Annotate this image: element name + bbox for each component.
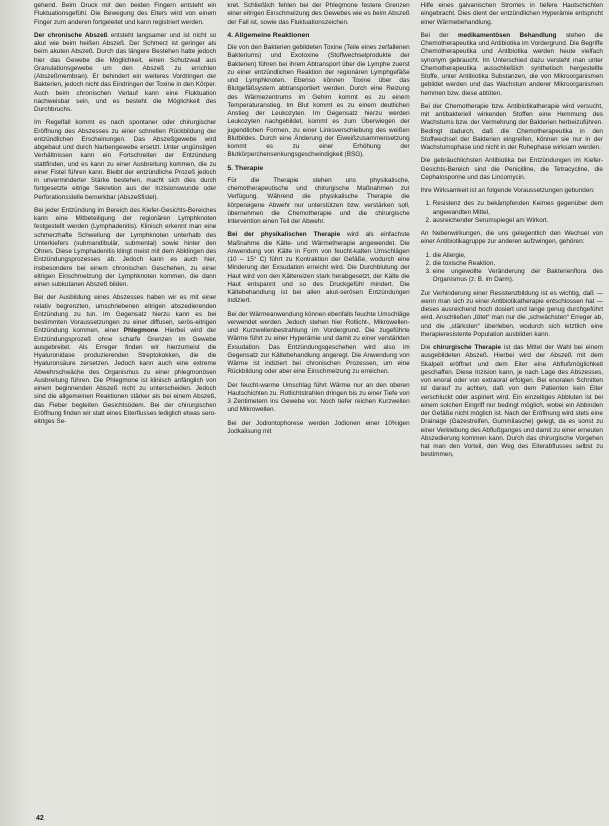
column-middle [227,2,409,808]
paragraph [34,32,216,115]
paragraph: Bei der Chemotherapie bzw. Antibiotikatherapie wird versucht, mit antibakteriell wirkenden Stoffen eine Hemmung des Wachstums bzw. der Vermehrung der Bakterien herbeizuführen. Bedingt dadurch, daß die Chemotherapeutika in den Stoffwechsel der Bakterien eingreifen, können sie nur in der Wachstumsphase und nicht in der Ruhephase wirksam werden. [420,102,603,151]
text-columns [34,2,603,808]
paragraph-text: Bei der Ausbildung eines Abszesses haben wir es mit einer relativ begrenzten, umschriebenen eitrigen abszedierenden Entzündung zu tun. Im Gegensatz hierzu kann es bei bestimmten Voraussetzungen zu einer diffusen, serös-eitrigen Entzündung kommen, einer [34,294,217,335]
paragraph: Bei der Jodiontophorese werden Jodionen einer 10%igen Jodkalisung mit [227,419,410,435]
paragraph: An Nebenwirkungen, die uns gelegentlich den Wechsel von einer Antibiotikagruppe zur anderen aufzwingen, gehören: [420,230,603,246]
column-left [34,2,216,808]
paragraph: Die von den Bakterien gebildeten Toxine (Teile eines zerfallenen Bakteriums) und Exotoxine (Stoffwechselprodukte der Bakterien) führen bei ihrem Abtransport über die Lymphe zuerst zu einer entzündlichen Reaktion der regionären Lymphgefäße und Lymphknoten. Ebenso können Toxine über das Blutgefäßsystem abtransportiert werden. Durch eine Reizung des Wärmezentrums im Gehirn kommt es zu einem Temperaturanstieg. Im Blut kommt es zu einem deutlichen Anstieg der Leukozyten. Im Gegensatz hierzu werden Leukozyten nachgebildet, kommt es zum Überwiegen der jugendlichen Formen, zu einer Linksverschiebung des weißen Blutbildes. Durch eine Änderung der Eiweißzusammensetzung kommt es zu einer Erhöhung der Blutkörperchensenkungsgeschwindigkeit (BSG). [227,44,410,159]
bold-term: Phlegmone [123,327,159,335]
paragraph [34,294,216,426]
bold-term: Bei der physikalischen Therapie [227,231,341,239]
list-item: 1. Resistenz des zu bekämpfenden Keimes gegenüber dem angewandten Mittel, [433,200,603,217]
paragraph: Bei der Wärmeanwendung können ebenfalls feuchte Umschläge verwendet werden. Jedoch stehen hier Rotlicht-, Mikrowellen- und Kurzwellenbestrahlung im Vordergrund. Die zugeführte Wärme führt zu einer Hyperämie und damit zu einer verstärkten Exsudation. Das Entzündungsgeschehen wird also im Gegensatz zur Kältebehandlung angeregt. Die Anwendung von Wärme ist indiziert bei chronischen Prozessen, um eine Rückbildung oder aber eine Einschmelzung zu erreichen. [227,310,410,376]
numbered-list [421,200,603,225]
paragraph-text: . Hierbei wird der Entzündungsprozeß ohne scharfe Grenzen im Gewebe ausgebreitet. Als Erreger finden wir hierzumeist die Hyaluronidase produzierenden Streptokokken, die die Hyaluronsäure zersetzen. Jedoch kann auch eine extreme Abwehrschwäche des Organismus zu einer phlegmonösen Ausbreitung führen. Die Phlegmone ist klinisch anfänglich von einem beginnenden Abszeß nicht zu unterscheiden. Jedoch sind die allgemeinen Reaktionen stärker als bei einem Abszeß, das Fieber begleiten Gesichtsödem. Bei der chirurgischen Eröffnung finden wir statt eines Eiterflusses lediglich etwas sero-eitriges Se- [34,327,217,425]
paragraph [227,231,409,305]
section-heading: 4. Allgemeine Reaktionen [227,31,310,39]
paragraph [421,32,603,98]
list-item: 1. die Allergie, [433,252,603,260]
paragraph-text: entsteht langsamer und ist nicht so akut wie beim heißen Abszeß. Der Schmerz ist geringer als beim akuten Abszeß. Durch das längere Bestehen hatte jedoch hier das Gewebe die Möglichkeit, einen Schutzwall aus Granulationsgewebe um den Abszeß zu errichten (Abszeßmembran). Er behindert ein weiteres Vordringen der Bakterien, jedoch nicht das Eindringen der Toxine in den Körper. Auch beim chronischen Verlauf kann eine Fluktuation nachweisbar sein, und es besteht die Möglichkeit des Durchbruchs. [34,31,217,113]
list-item: 2. ausreichender Serumspiegel am Wirkort. [433,217,603,225]
paragraph [421,344,603,460]
numbered-list [421,252,603,285]
section-heading: 5. Therapie [227,164,264,172]
paragraph-text: Bei der [420,31,458,39]
paragraph: Der feucht-warme Umschlag führt Wärme nur an den oberen Hautschichten zu. Rotlichtstrahlen dringen bis zu einer Tiefe von 3 Zentimetern ins Gewebe vor. Noch tiefer reichen Kurzwellen und Mikrowellen. [227,381,410,414]
paragraph: kret. Schließlich fehlen bei der Phlegmone festere Grenzen einer eitrigen Einschmelzung des Gewebes wie es beim Abszeß der Fall ist, sowie das Fluktuationszeichen. [227,2,410,26]
paragraph-text: ist das Mittel der Wahl bei einem ausgebildeten Abszeß. Hierbei wird der Abszeß mit dem Skalpell eröffnet und dem Eiter eine Abflußmöglichkeit geschaffen. Diese Inzision kann, je nach Lage des Abszesses, von enoral oder von extraoral erfolgen. Bei enoralen Schnitten ist darauf zu achten, daß von dem Patienten kein Eiter verschluckt oder aspiriert wird. Ein einzeitiges Abbluten ist bei einem solchen Eingriff nur bedingt möglich, wobei ein Abbinden der Gefäße nicht möglich ist. Nach der Eröffnung wird stets eine Drainage (Gazestreifen, Gummilasche) gelegt, da es sonst zu einer Verklebung des Abflußganges und damit zu einer erneuten Abszedierung kommen kann. Durch das chirurgische Vorgehen hat man den Vorteil, den Weg des Eiterabflusses selbst zu bestimmen, [420,344,603,459]
paragraph: Ihre Wirksamkeit ist an folgende Voraussetzungen gebunden: [420,187,595,194]
paragraph: Für die Therapie stehen uns physikalische, chemotherapeutische und chirurgische Maßnahmen zur Verfügung. Während die physikalische Therapie die körpereigene Abwehr nur unterstützen bzw. verstärken soll, übernehmen die Chemotherapie und die chirurgische Intervention einen Teil der Abwehr. [227,176,410,225]
paragraph: Zur Verhinderung einer Resistenzbildung ist es wichtig, daß — wenn man sich zu einer Antibiotikatherapie entschlossen hat — dieses ausreichend hoch dosiert und lange genug durchgeführt wird. Anschließen „tötet“ man nur die „schwächsten“ Erreger ab, und die „stärksten“ überleben, wodurch sich letztlich eine therapieresistente Population ausbilden kann. [420,289,603,338]
page-number: 42 [36,815,44,822]
paragraph-text: stehen die Chemotherapeutika und Antibiotika im Vordergrund. Die Begriffe Chemotherapeutika und Antibiotika werden heute vielfach synonym gebraucht. Im Unterschied dazu versteht man unter Chemotherapeutika ausschließlich synthetisch hergestellte Stoffe, unter Antibiotika Substanzen, die von Mikroorganismen gebildet werden und das Wachstum anderer Mikroorganismen hemmen bzw. diese abtöten. [420,31,603,97]
paragraph: Die gebräuchlichsten Antibiotika bei Entzündungen im Kiefer-Gesichts-Bereich sind die Penicilline, die Tetracycline, die Cephalosporine und das Lincomycin. [420,157,603,181]
paragraph-text: wird als einfachste Maßnahme die Kälte- und Wärmetherapie angewendet. Die Anwendung von Kälte in Form von feucht-kalten Umschlägen (10 – 15° C) führt zu Kontraktion der Gefäße, wodurch eine Minderung der Exsudation erreicht wird. Die Durchblutung der Haut wird von den Kältereizen stark herabgesetzt, der Kälte die Haut entspannt und so des Druckgefühl mindert. Die Kältebehandlung ist bei allen akut-serösen Entzündungen indiziert. [227,231,410,305]
bold-term: chirurgische Therapie [433,344,502,351]
list-item: 3. eine ungewollte Veränderung der Bakterienflora des Organismus (z. B. im Darm). [433,268,603,285]
paragraph-text: Die [420,344,434,351]
bold-term: Der chronische Abszeß [34,31,108,39]
paragraph: Im Regelfall kommt es nach spontaner oder chirurgischer Eröffnung des Abszesses zu einer schnellen Rückbildung der entzündlichen Erscheinungen. Das Abszeßgewebe wird abgebaut und durch Narbengewebe ersetzt. Unter ungünstigen Verhältnissen kann ein Fortschreiten der Entzündung stattfinden, und es kann zu einer Ausbreitung kommen, die zu einer Fistel führen kann. Bleibt der entzündliche Prozeß jedoch in unverminderter Stärke bestehen, macht sich dies durch fortgesetzte eitrige Sekretion aus der Inzisionswunde oder Perforationsstelle bemerkbar (Abszeßfistel). [34,119,217,201]
paragraph: gehend. Beim Druck mit den beiden Fingern entsteht ein Fluktuationsgefühl. Die Bewegung des Eiters wird von einem Finger zum anderen fortgeleitet und kann registriert werden. [34,2,217,26]
column-right [421,2,603,808]
paragraph: Hilfe eines galvanischen Stromes in tiefere Hautschichten eingebracht. Dies dient der entzündlichen Hyperämie entspricht einer Wärmebehandlung. [420,2,603,26]
bold-term: medikamentösen Behandlung [457,31,557,39]
list-item: 2. die toxische Reaktion, [433,260,603,268]
paragraph: Bei jeder Entzündung im Bereich des Kiefer-Gesichts-Bereiches kann eine Mitbeteiligung der regionären Lymphknoten festgestellt werden (Lymphadenitis). Klinisch erkennt man eine schmerzhafte Schwellung der Lymphknoten unterhalb des Unterkiefers (submandibulär, submental) sowie hinter den Ohren. Diese Lymphadenitis klingt meist mit dem Abklingen des Entzündungsprozesses ab. Jedoch kann es auch hier, insbesondere bei einem chronischen Geschehen, zu einer eitrigen Einschmelzung der Lymphknoten kommen, die dann einen subkutanen Abszeß bilden. [34,206,217,288]
